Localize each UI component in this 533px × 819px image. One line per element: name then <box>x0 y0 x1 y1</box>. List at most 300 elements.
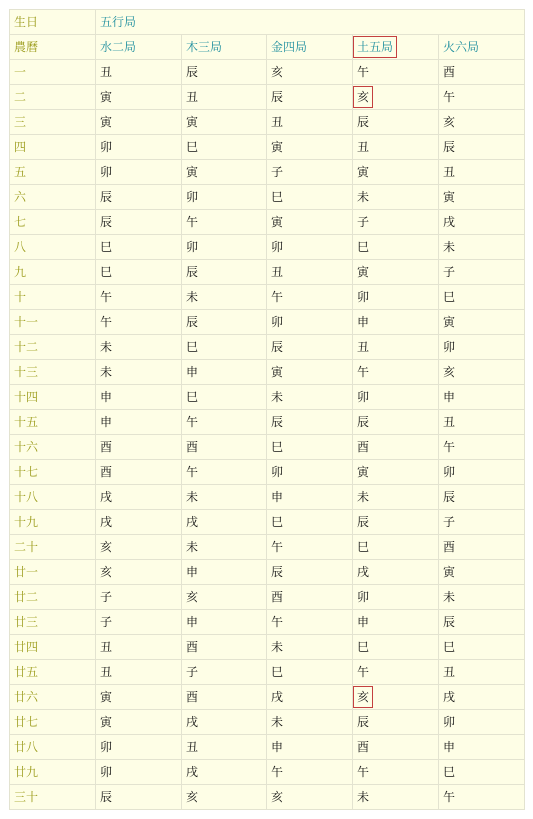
branch-value: 午 <box>271 290 284 304</box>
branch-value: 丑 <box>271 265 284 279</box>
branch-value: 午 <box>443 790 456 804</box>
table-row <box>10 235 525 260</box>
branch-cell <box>96 160 182 185</box>
branch-value: 寅 <box>443 315 456 329</box>
branch-cell <box>439 685 525 710</box>
branch-value: 巳 <box>443 290 456 304</box>
branch-value: 酉 <box>100 465 113 479</box>
branch-value: 寅 <box>357 165 370 179</box>
lunar-day-label: 三 <box>10 110 96 135</box>
column-header <box>96 35 182 60</box>
branch-cell <box>439 410 525 435</box>
table-row <box>10 635 525 660</box>
branch-value-highlighted: 亥 <box>357 690 370 704</box>
branch-value: 卯 <box>357 390 370 404</box>
column-header <box>439 35 525 60</box>
branch-cell <box>353 485 439 510</box>
branch-value: 酉 <box>357 740 370 754</box>
table-row <box>10 185 525 210</box>
branch-value: 丑 <box>100 65 113 79</box>
branch-cell <box>353 510 439 535</box>
branch-value: 午 <box>186 465 199 479</box>
branch-value: 午 <box>186 215 199 229</box>
branch-value: 寅 <box>100 690 113 704</box>
branch-value: 丑 <box>186 740 199 754</box>
branch-value: 戌 <box>271 690 284 704</box>
lunar-day-label: 六 <box>10 185 96 210</box>
branch-value: 巳 <box>357 240 370 254</box>
branch-value: 午 <box>271 765 284 779</box>
lunar-day-label: 四 <box>10 135 96 160</box>
branch-value: 巳 <box>357 540 370 554</box>
branch-value: 巳 <box>271 665 284 679</box>
branch-cell <box>182 285 267 310</box>
branch-cell <box>182 135 267 160</box>
branch-value: 辰 <box>357 115 370 129</box>
branch-value: 巳 <box>100 265 113 279</box>
branch-value: 申 <box>271 740 284 754</box>
branch-value: 卯 <box>357 590 370 604</box>
column-header-text: 水二局 <box>100 40 137 54</box>
lunar-day-label: 十 <box>10 285 96 310</box>
branch-cell <box>267 785 353 810</box>
branch-cell <box>439 560 525 585</box>
branch-cell <box>439 360 525 385</box>
table-row <box>10 485 525 510</box>
branch-value: 酉 <box>186 690 199 704</box>
branch-cell <box>267 585 353 610</box>
lunar-day-label: 十九 <box>10 510 96 535</box>
branch-value: 卯 <box>443 465 456 479</box>
branch-value: 亥 <box>100 540 113 554</box>
branch-cell <box>96 60 182 85</box>
branch-value: 亥 <box>443 365 456 379</box>
table-row <box>10 760 525 785</box>
lunar-day-label: 廿二 <box>10 585 96 610</box>
branch-value: 戌 <box>100 490 113 504</box>
branch-value: 寅 <box>443 190 456 204</box>
branch-cell <box>182 735 267 760</box>
branch-cell <box>96 710 182 735</box>
branch-cell <box>96 360 182 385</box>
table-row <box>10 585 525 610</box>
branch-value: 未 <box>357 190 370 204</box>
branch-cell <box>353 60 439 85</box>
table-row <box>10 735 525 760</box>
branch-cell <box>182 435 267 460</box>
branch-value: 卯 <box>271 240 284 254</box>
lunar-day-label: 十六 <box>10 435 96 460</box>
branch-cell <box>353 710 439 735</box>
branch-cell <box>96 385 182 410</box>
branch-cell <box>439 385 525 410</box>
table-body <box>10 10 525 810</box>
branch-cell <box>96 635 182 660</box>
branch-cell <box>182 635 267 660</box>
branch-cell <box>353 535 439 560</box>
branch-value: 巳 <box>357 640 370 654</box>
table-row <box>10 710 525 735</box>
branch-value: 寅 <box>186 115 199 129</box>
branch-cell <box>96 285 182 310</box>
branch-value: 辰 <box>357 515 370 529</box>
branch-value: 午 <box>443 90 456 104</box>
branch-value: 寅 <box>186 165 199 179</box>
branch-value: 辰 <box>100 215 113 229</box>
branch-value: 未 <box>271 715 284 729</box>
branch-cell <box>182 760 267 785</box>
branch-value: 辰 <box>186 315 199 329</box>
branch-cell <box>353 735 439 760</box>
branch-cell <box>439 310 525 335</box>
branch-value: 午 <box>186 415 199 429</box>
branch-cell <box>267 485 353 510</box>
branch-value: 午 <box>357 65 370 79</box>
branch-value: 卯 <box>100 765 113 779</box>
branch-value: 酉 <box>443 65 456 79</box>
branch-cell <box>96 510 182 535</box>
branch-cell <box>353 635 439 660</box>
branch-value: 申 <box>100 415 113 429</box>
branch-value: 子 <box>186 665 199 679</box>
lunar-day-label: 十七 <box>10 460 96 485</box>
branch-cell <box>267 410 353 435</box>
lunar-day-label: 十八 <box>10 485 96 510</box>
branch-value: 未 <box>271 640 284 654</box>
branch-cell <box>439 335 525 360</box>
table-row <box>10 260 525 285</box>
branch-cell <box>96 410 182 435</box>
column-header-text: 火六局 <box>443 40 480 54</box>
branch-value: 辰 <box>271 565 284 579</box>
table-row <box>10 210 525 235</box>
lunar-day-label: 廿一 <box>10 560 96 585</box>
branch-cell <box>267 435 353 460</box>
column-header-text-highlighted: 土五局 <box>357 40 394 54</box>
branch-cell <box>96 785 182 810</box>
branch-value: 卯 <box>443 340 456 354</box>
branch-cell <box>182 60 267 85</box>
branch-cell <box>182 210 267 235</box>
branch-value: 戌 <box>186 515 199 529</box>
header-row-columns <box>10 35 525 60</box>
branch-value: 卯 <box>443 715 456 729</box>
branch-value: 未 <box>443 240 456 254</box>
lunar-day-label: 廿三 <box>10 610 96 635</box>
branch-value: 丑 <box>357 140 370 154</box>
branch-cell <box>353 210 439 235</box>
branch-cell <box>439 210 525 235</box>
table-row <box>10 160 525 185</box>
branch-cell <box>182 785 267 810</box>
branch-cell <box>267 735 353 760</box>
branch-cell <box>182 335 267 360</box>
branch-cell <box>353 285 439 310</box>
branch-cell <box>353 385 439 410</box>
branch-value: 未 <box>100 365 113 379</box>
branch-value: 未 <box>186 540 199 554</box>
branch-cell <box>267 185 353 210</box>
branch-value: 巳 <box>186 140 199 154</box>
branch-value: 巳 <box>100 240 113 254</box>
branch-cell <box>439 735 525 760</box>
table-row <box>10 460 525 485</box>
branch-value: 午 <box>100 290 113 304</box>
lunar-day-label: 十四 <box>10 385 96 410</box>
branch-value: 寅 <box>271 140 284 154</box>
branch-value: 丑 <box>186 90 199 104</box>
branch-value: 午 <box>271 540 284 554</box>
branch-cell <box>267 85 353 110</box>
branch-value: 辰 <box>357 415 370 429</box>
branch-value: 亥 <box>271 65 284 79</box>
branch-value: 丑 <box>271 115 284 129</box>
branch-cell <box>267 285 353 310</box>
lunar-day-label: 十五 <box>10 410 96 435</box>
table-row <box>10 510 525 535</box>
branch-value: 丑 <box>443 415 456 429</box>
branch-value: 子 <box>271 165 284 179</box>
branch-cell <box>267 685 353 710</box>
branch-value: 丑 <box>100 640 113 654</box>
branch-cell <box>353 410 439 435</box>
branch-cell <box>96 185 182 210</box>
branch-cell <box>182 410 267 435</box>
branch-cell <box>353 785 439 810</box>
branch-value: 亥 <box>443 115 456 129</box>
lunar-day-label: 廿六 <box>10 685 96 710</box>
branch-value: 寅 <box>443 565 456 579</box>
branch-value: 酉 <box>186 640 199 654</box>
table-row <box>10 435 525 460</box>
branch-cell <box>96 685 182 710</box>
lunar-day-label: 二 <box>10 85 96 110</box>
branch-cell <box>439 60 525 85</box>
branch-cell <box>353 135 439 160</box>
branch-cell <box>96 660 182 685</box>
table-row <box>10 785 525 810</box>
branch-cell <box>439 660 525 685</box>
branch-value: 未 <box>357 790 370 804</box>
branch-value: 寅 <box>100 90 113 104</box>
branch-cell <box>439 185 525 210</box>
branch-cell <box>439 260 525 285</box>
branch-cell <box>96 735 182 760</box>
branch-cell <box>182 460 267 485</box>
branch-value: 辰 <box>357 715 370 729</box>
branch-value: 辰 <box>443 140 456 154</box>
branch-value: 辰 <box>271 340 284 354</box>
branch-cell <box>439 535 525 560</box>
branch-value: 寅 <box>357 465 370 479</box>
branch-value: 辰 <box>271 415 284 429</box>
lunar-day-label: 廿八 <box>10 735 96 760</box>
branch-value: 辰 <box>271 90 284 104</box>
branch-cell <box>353 660 439 685</box>
branch-value: 申 <box>443 740 456 754</box>
branch-value: 卯 <box>271 465 284 479</box>
branch-cell <box>96 435 182 460</box>
branch-cell <box>267 510 353 535</box>
branch-value: 申 <box>443 390 456 404</box>
branch-cell <box>439 785 525 810</box>
branch-value: 卯 <box>186 240 199 254</box>
branch-value: 卯 <box>186 190 199 204</box>
branch-cell <box>267 60 353 85</box>
branch-cell <box>182 535 267 560</box>
branch-value: 午 <box>357 365 370 379</box>
branch-value: 卯 <box>100 740 113 754</box>
branch-cell <box>182 585 267 610</box>
branch-cell <box>439 610 525 635</box>
branch-value: 申 <box>357 615 370 629</box>
branch-cell <box>439 160 525 185</box>
table-row <box>10 685 525 710</box>
branch-cell <box>267 210 353 235</box>
branch-value: 子 <box>357 215 370 229</box>
lunar-day-label: 廿七 <box>10 710 96 735</box>
table-row <box>10 135 525 160</box>
wuxing-label: 五行局 <box>96 10 525 35</box>
branch-value: 卯 <box>357 290 370 304</box>
branch-value: 午 <box>271 615 284 629</box>
branch-value: 子 <box>100 590 113 604</box>
lunar-day-label: 廿四 <box>10 635 96 660</box>
branch-value: 申 <box>100 390 113 404</box>
branch-cell <box>439 285 525 310</box>
branch-value: 午 <box>100 315 113 329</box>
branch-cell <box>267 260 353 285</box>
branch-cell <box>353 610 439 635</box>
branch-cell <box>182 685 267 710</box>
column-header-text: 木三局 <box>186 40 223 54</box>
table-row <box>10 335 525 360</box>
table-row <box>10 610 525 635</box>
branch-cell <box>439 510 525 535</box>
branch-cell <box>353 85 439 110</box>
branch-cell <box>267 635 353 660</box>
branch-cell <box>182 710 267 735</box>
branch-value: 辰 <box>186 65 199 79</box>
branch-cell <box>182 260 267 285</box>
branch-value: 亥 <box>186 590 199 604</box>
branch-value: 寅 <box>100 715 113 729</box>
lunar-day-label: 七 <box>10 210 96 235</box>
branch-value: 巳 <box>271 440 284 454</box>
branch-cell <box>353 310 439 335</box>
branch-cell <box>182 110 267 135</box>
branch-value: 未 <box>271 390 284 404</box>
branch-cell <box>96 760 182 785</box>
branch-cell <box>267 160 353 185</box>
branch-cell <box>182 160 267 185</box>
branch-cell <box>353 335 439 360</box>
branch-value: 未 <box>100 340 113 354</box>
branch-value: 戌 <box>357 565 370 579</box>
branch-cell <box>96 535 182 560</box>
table-row <box>10 310 525 335</box>
branch-value: 申 <box>271 490 284 504</box>
branch-value: 亥 <box>100 565 113 579</box>
branch-cell <box>267 335 353 360</box>
lunar-day-label: 十二 <box>10 335 96 360</box>
branch-cell <box>353 460 439 485</box>
branch-cell <box>439 110 525 135</box>
branch-cell <box>96 560 182 585</box>
branch-value: 申 <box>186 615 199 629</box>
branch-cell <box>439 760 525 785</box>
column-header-text: 金四局 <box>271 40 308 54</box>
branch-cell <box>96 85 182 110</box>
branch-value: 巳 <box>443 640 456 654</box>
table-row <box>10 535 525 560</box>
branch-value: 子 <box>443 265 456 279</box>
column-header <box>353 35 439 60</box>
branch-value: 酉 <box>271 590 284 604</box>
table-row <box>10 85 525 110</box>
branch-value: 寅 <box>271 365 284 379</box>
branch-cell <box>96 585 182 610</box>
branch-value: 申 <box>186 365 199 379</box>
branch-value: 丑 <box>443 165 456 179</box>
table-row <box>10 60 525 85</box>
branch-value: 辰 <box>443 490 456 504</box>
branch-cell <box>353 760 439 785</box>
branch-cell <box>267 660 353 685</box>
branch-cell <box>182 85 267 110</box>
branch-cell <box>267 110 353 135</box>
branch-cell <box>96 135 182 160</box>
branch-value: 亥 <box>271 790 284 804</box>
lunar-day-label: 二十 <box>10 535 96 560</box>
lunar-day-label: 九 <box>10 260 96 285</box>
branch-cell <box>182 360 267 385</box>
branch-cell <box>182 235 267 260</box>
branch-cell <box>96 460 182 485</box>
table-row <box>10 110 525 135</box>
lunar-day-label: 十一 <box>10 310 96 335</box>
branch-value: 卯 <box>100 140 113 154</box>
lunar-day-label: 十三 <box>10 360 96 385</box>
branch-cell <box>267 360 353 385</box>
branch-cell <box>267 535 353 560</box>
branch-cell <box>182 660 267 685</box>
wuxing-table <box>9 9 525 810</box>
branch-cell <box>182 485 267 510</box>
branch-value: 巳 <box>443 765 456 779</box>
branch-cell <box>353 260 439 285</box>
branch-cell <box>182 385 267 410</box>
branch-cell <box>439 135 525 160</box>
branch-value: 辰 <box>186 265 199 279</box>
branch-cell <box>96 610 182 635</box>
branch-cell <box>182 510 267 535</box>
branch-cell <box>96 485 182 510</box>
branch-value: 未 <box>443 590 456 604</box>
column-header <box>267 35 353 60</box>
branch-value: 酉 <box>357 440 370 454</box>
table-row <box>10 360 525 385</box>
table-row <box>10 285 525 310</box>
branch-cell <box>439 585 525 610</box>
branch-value: 巳 <box>186 340 199 354</box>
branch-value: 丑 <box>357 340 370 354</box>
table-row <box>10 385 525 410</box>
branch-value: 寅 <box>357 265 370 279</box>
table-row <box>10 660 525 685</box>
branch-value: 卯 <box>271 315 284 329</box>
branch-cell <box>267 385 353 410</box>
